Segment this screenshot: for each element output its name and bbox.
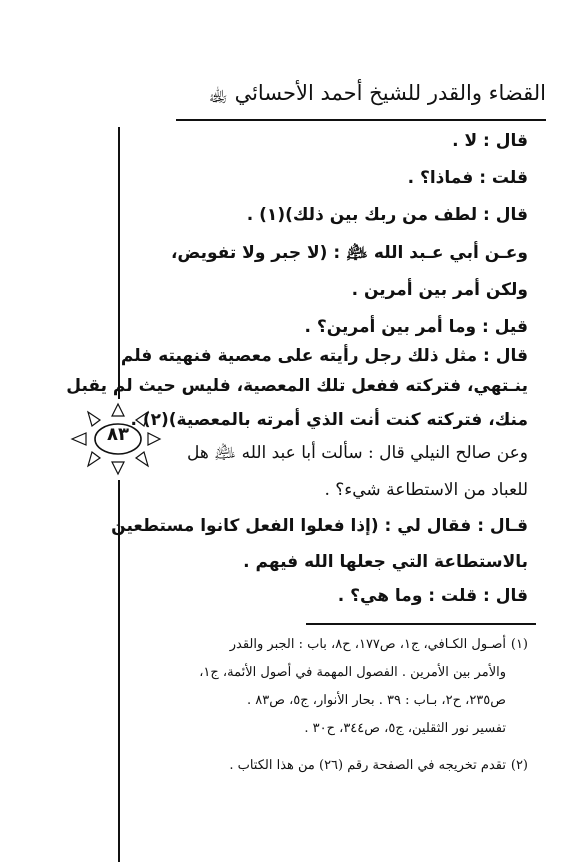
margin-rule-top (118, 127, 120, 399)
body-line-14: قال : قلت : وما هي؟ . (337, 586, 528, 606)
body-line-5: ولكن أمر بين أمرين . (351, 280, 528, 300)
footnote-1-line-4: تفسير نور الثقلين، ج٥، ص٣٤٤، ح٣٠ . (304, 721, 506, 736)
body-line-1: قال : لا . (452, 131, 528, 151)
body-line-11: للعباد من الاستطاعة شيء؟ . (324, 480, 528, 500)
body-line-13: بالاستطاعة التي جعلها الله فيهم . (243, 552, 528, 572)
body-line-8: ينـتهي، فتركته ففعل تلك المعصية، فليس حيث لم يقبل (66, 376, 528, 396)
page-number: ٨٣ (107, 424, 129, 445)
footnote-1-line-4-row (88, 720, 528, 738)
footnote-1-line-3-row (88, 692, 528, 710)
footnote-2-line-1: تقدم تخريجه في الصفحة رقم (٢٦) من هذا الكتاب . (229, 758, 506, 773)
body-line-6: قيل : وما أمر بين أمرين؟ . (304, 317, 528, 337)
body-line-7: قال : مثل ذلك رجل رأيته على معصية فنهيته فلم (120, 346, 528, 366)
footnote-2 (88, 757, 528, 775)
header-rule (176, 119, 546, 121)
footnote-2-number: (٢) (510, 758, 528, 773)
footnote-1-number: (١) (510, 637, 528, 652)
body-line-12: قـال : فقال لي : (إذا فعلوا الفعل كانوا مستطعين (111, 516, 528, 536)
body-line-3: قال : لطف من ربك بين ذلك)(١) . (246, 205, 528, 225)
footnote-1-line-2: والأمر بين الأمرين . الفصول المهمة في أصول الأئمة، ج١، (199, 665, 506, 680)
footnote-1-line-3: ص٢٣٥، ح٢، بـاب : ٣٩ . بحار الأنوار، ج٥، ص٨٣ . (247, 693, 506, 708)
body-line-10: وعن صالح النيلي قال : سألت أبا عبد الله ﵇ هل (187, 443, 528, 463)
running-header-title: القضاء والقدر للشيخ أحمد الأحسائي ﵀ (208, 81, 546, 105)
footnote-1-line-2-row (88, 664, 528, 682)
footnote-1-line-1: أصـول الكـافي، ج١، ص١٧٧، ح٨، باب : الجبر والقدر (229, 637, 506, 652)
body-line-4: وعـن أبي عـبد الله ﵇ : (لا جبر ولا تفويض، (170, 243, 528, 263)
body-line-9: منك، فتركته كنت أنت الذي أمرته بالمعصية)(٢) . (130, 410, 528, 430)
body-line-2: قلت : فماذا؟ . (407, 168, 528, 188)
footnote-separator (306, 623, 536, 625)
footnote-1 (88, 636, 528, 654)
